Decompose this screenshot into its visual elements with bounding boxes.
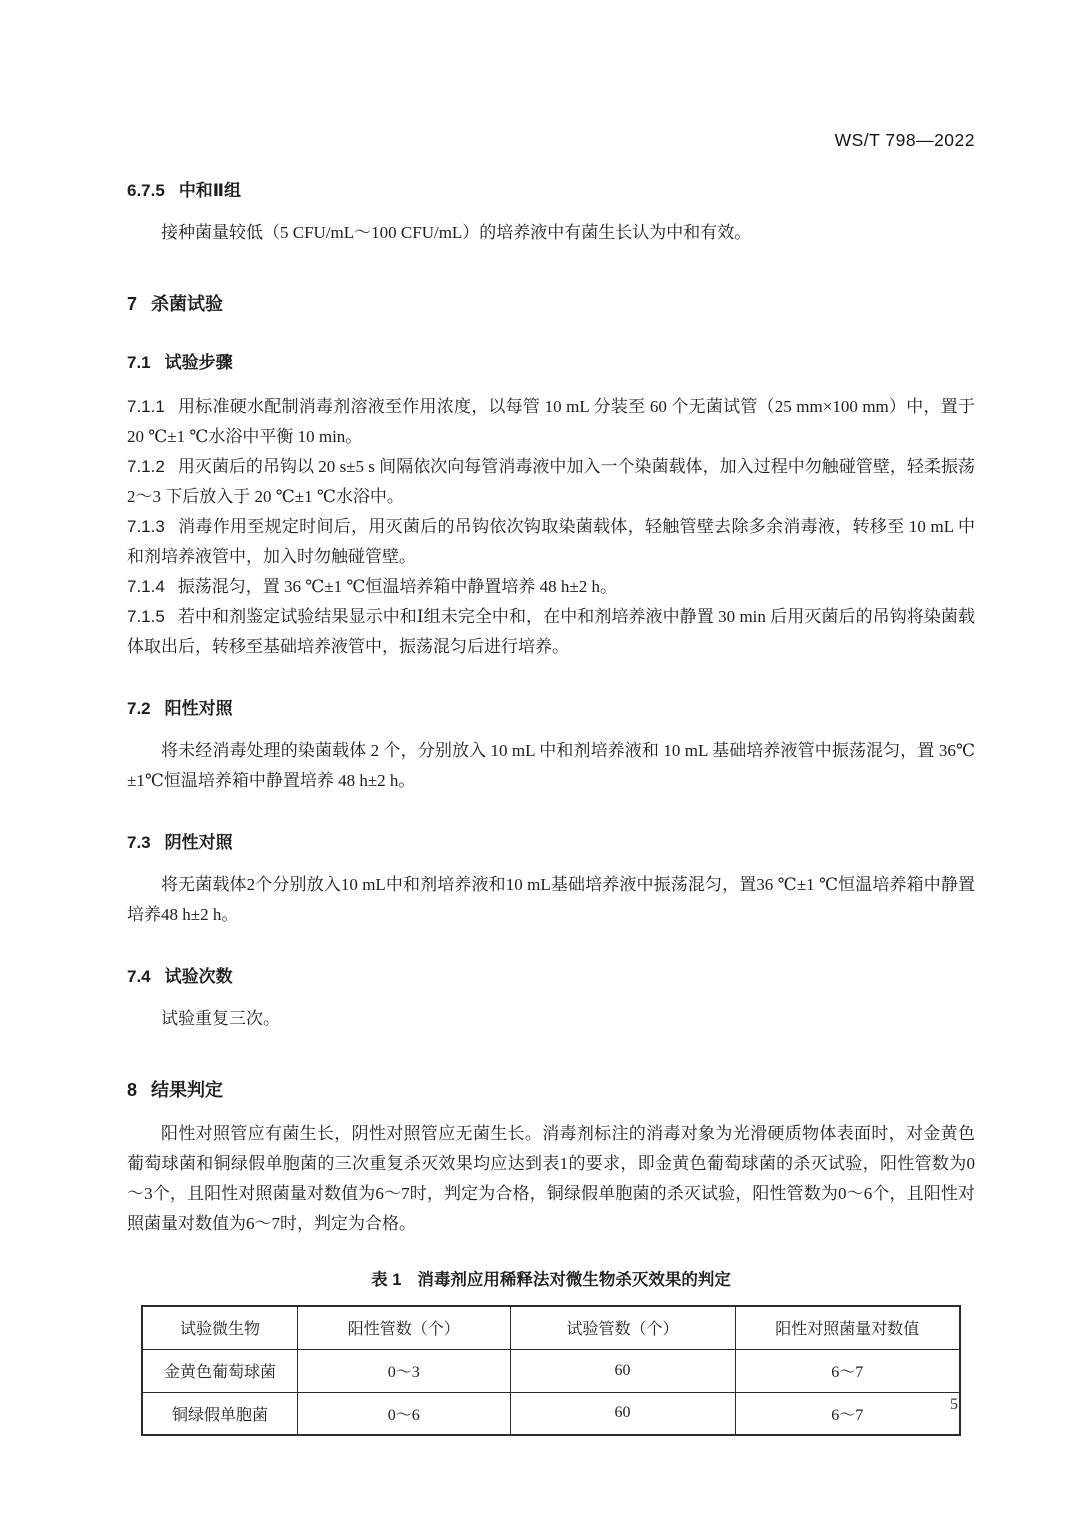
clause-7-1-3 bbox=[127, 512, 975, 572]
clause-number: 7.1.1 bbox=[127, 397, 165, 416]
cell-test-tubes: 60 bbox=[510, 1349, 735, 1392]
document-content bbox=[127, 130, 975, 1436]
clause-list-7-1 bbox=[127, 392, 975, 662]
heading-title: 试验次数 bbox=[164, 967, 233, 986]
cell-microorganism: 金黄色葡萄球菌 bbox=[142, 1349, 297, 1392]
heading-title: 结果判定 bbox=[151, 1080, 224, 1100]
heading-number: 6.7.5 bbox=[127, 181, 165, 200]
heading-number: 7.1 bbox=[127, 353, 151, 372]
heading-7-3 bbox=[127, 828, 975, 853]
paragraph-7-2: 将未经消毒处理的染菌载体 2 个，分别放入 10 mL 中和剂培养液和 10 mL 基础培养液管中振荡混匀，置 36℃±1℃恒温培养箱中静置培养 48 h±2 h。 bbox=[127, 741, 975, 790]
clause-text: 消毒作用至规定时间后，用灭菌后的吊钩依次钩取染菌载体，轻触管壁去除多余消毒液，转移至 10 mL 中和剂培养液管中，加入时勿触碰管壁。 bbox=[127, 517, 975, 566]
clause-number: 7.1.5 bbox=[127, 607, 165, 626]
heading-title: 试验步骤 bbox=[164, 353, 233, 372]
paragraph-7-3: 将无菌载体2个分别放入10 mL中和剂培养液和10 mL基础培养液中振荡混匀，置36 ℃±1 ℃恒温培养箱中静置培养48 h±2 h。 bbox=[127, 875, 975, 924]
heading-7-4 bbox=[127, 962, 975, 987]
clause-number: 7.1.2 bbox=[127, 457, 165, 476]
clause-text: 用灭菌后的吊钩以 20 s±5 s 间隔依次向每管消毒液中加入一个染菌载体，加入过程中勿触碰管壁，轻柔振荡 2～3 下后放入于 20 ℃±1 ℃水浴中。 bbox=[127, 457, 975, 506]
table-row bbox=[142, 1392, 960, 1435]
cell-positive-tubes: 0～3 bbox=[297, 1349, 510, 1392]
table-header-row bbox=[142, 1306, 960, 1349]
paragraph-8: 阳性对照管应有菌生长，阴性对照管应无菌生长。消毒剂标注的消毒对象为光滑硬质物体表面时，对金黄色葡萄球菌和铜绿假单胞菌的三次重复杀灭效果均应达到表1的要求，即金黄色葡萄球菌的杀灭试验，阳性管数为0～3个，且阳性对照菌量对数值为6～7时，判定为合格，铜绿假单胞菌的杀灭试验，阳性管数为0～6个，且阳性对照菌量对数值为6～7时，判定为合格。 bbox=[127, 1124, 975, 1233]
heading-chapter-8 bbox=[127, 1076, 975, 1102]
paragraph-6-7-5: 接种菌量较低（5 CFU/mL～100 CFU/mL）的培养液中有菌生长认为中和有效。 bbox=[161, 223, 752, 242]
clause-7-1-1 bbox=[127, 392, 975, 452]
heading-number: 7.3 bbox=[127, 833, 151, 852]
heading-title: 中和Ⅱ组 bbox=[178, 181, 242, 200]
cell-positive-control-log: 6～7 bbox=[735, 1392, 960, 1435]
heading-chapter-7 bbox=[127, 290, 975, 316]
table-caption-text: 消毒剂应用稀释法对微生物杀灭效果的判定 bbox=[417, 1271, 731, 1289]
col-header-microorganism: 试验微生物 bbox=[142, 1306, 297, 1349]
clause-number: 7.1.4 bbox=[127, 577, 165, 596]
heading-title: 阳性对照 bbox=[164, 699, 233, 718]
heading-7-2 bbox=[127, 694, 975, 719]
heading-6-7-5 bbox=[127, 176, 975, 201]
cell-positive-control-log: 6～7 bbox=[735, 1349, 960, 1392]
table-row bbox=[142, 1349, 960, 1392]
standard-number: WS/T 798—2022 bbox=[834, 130, 975, 150]
cell-positive-tubes: 0～6 bbox=[297, 1392, 510, 1435]
page-header bbox=[127, 130, 975, 154]
heading-title: 阴性对照 bbox=[164, 833, 233, 852]
heading-title: 杀菌试验 bbox=[151, 294, 224, 314]
clause-7-1-4 bbox=[127, 572, 975, 602]
col-header-test-tubes: 试验管数（个） bbox=[510, 1306, 735, 1349]
heading-number: 7.2 bbox=[127, 699, 151, 718]
cell-test-tubes: 60 bbox=[510, 1392, 735, 1435]
cell-microorganism: 铜绿假单胞菌 bbox=[142, 1392, 297, 1435]
page-number: 5 bbox=[950, 1396, 958, 1413]
heading-number: 7.4 bbox=[127, 967, 151, 986]
clause-number: 7.1.3 bbox=[127, 517, 165, 536]
heading-number: 7 bbox=[127, 294, 138, 314]
clause-text: 用标准硬水配制消毒剂溶液至作用浓度，以每管 10 mL 分装至 60 个无菌试管（25 mm×100 mm）中，置于 20 ℃±1 ℃水浴中平衡 10 min。 bbox=[127, 397, 975, 446]
clause-text: 若中和剂鉴定试验结果显示中和Ⅰ组未完全中和，在中和剂培养液中静置 30 min 后用灭菌后的吊钩将染菌载体取出后，转移至基础培养液管中，振荡混匀后进行培养。 bbox=[127, 607, 975, 656]
heading-number: 8 bbox=[127, 1080, 138, 1100]
clause-7-1-5 bbox=[127, 602, 975, 662]
table-1 bbox=[141, 1305, 961, 1436]
table-1-caption bbox=[127, 1266, 975, 1290]
heading-7-1 bbox=[127, 348, 975, 373]
col-header-positive-control-log: 阳性对照菌量对数值 bbox=[735, 1306, 960, 1349]
table-label: 表 1 bbox=[371, 1271, 402, 1289]
clause-7-1-2 bbox=[127, 452, 975, 512]
col-header-positive-tubes: 阳性管数（个） bbox=[297, 1306, 510, 1349]
clause-text: 振荡混匀，置 36 ℃±1 ℃恒温培养箱中静置培养 48 h±2 h。 bbox=[177, 577, 618, 596]
paragraph-7-4: 试验重复三次。 bbox=[161, 1009, 280, 1028]
